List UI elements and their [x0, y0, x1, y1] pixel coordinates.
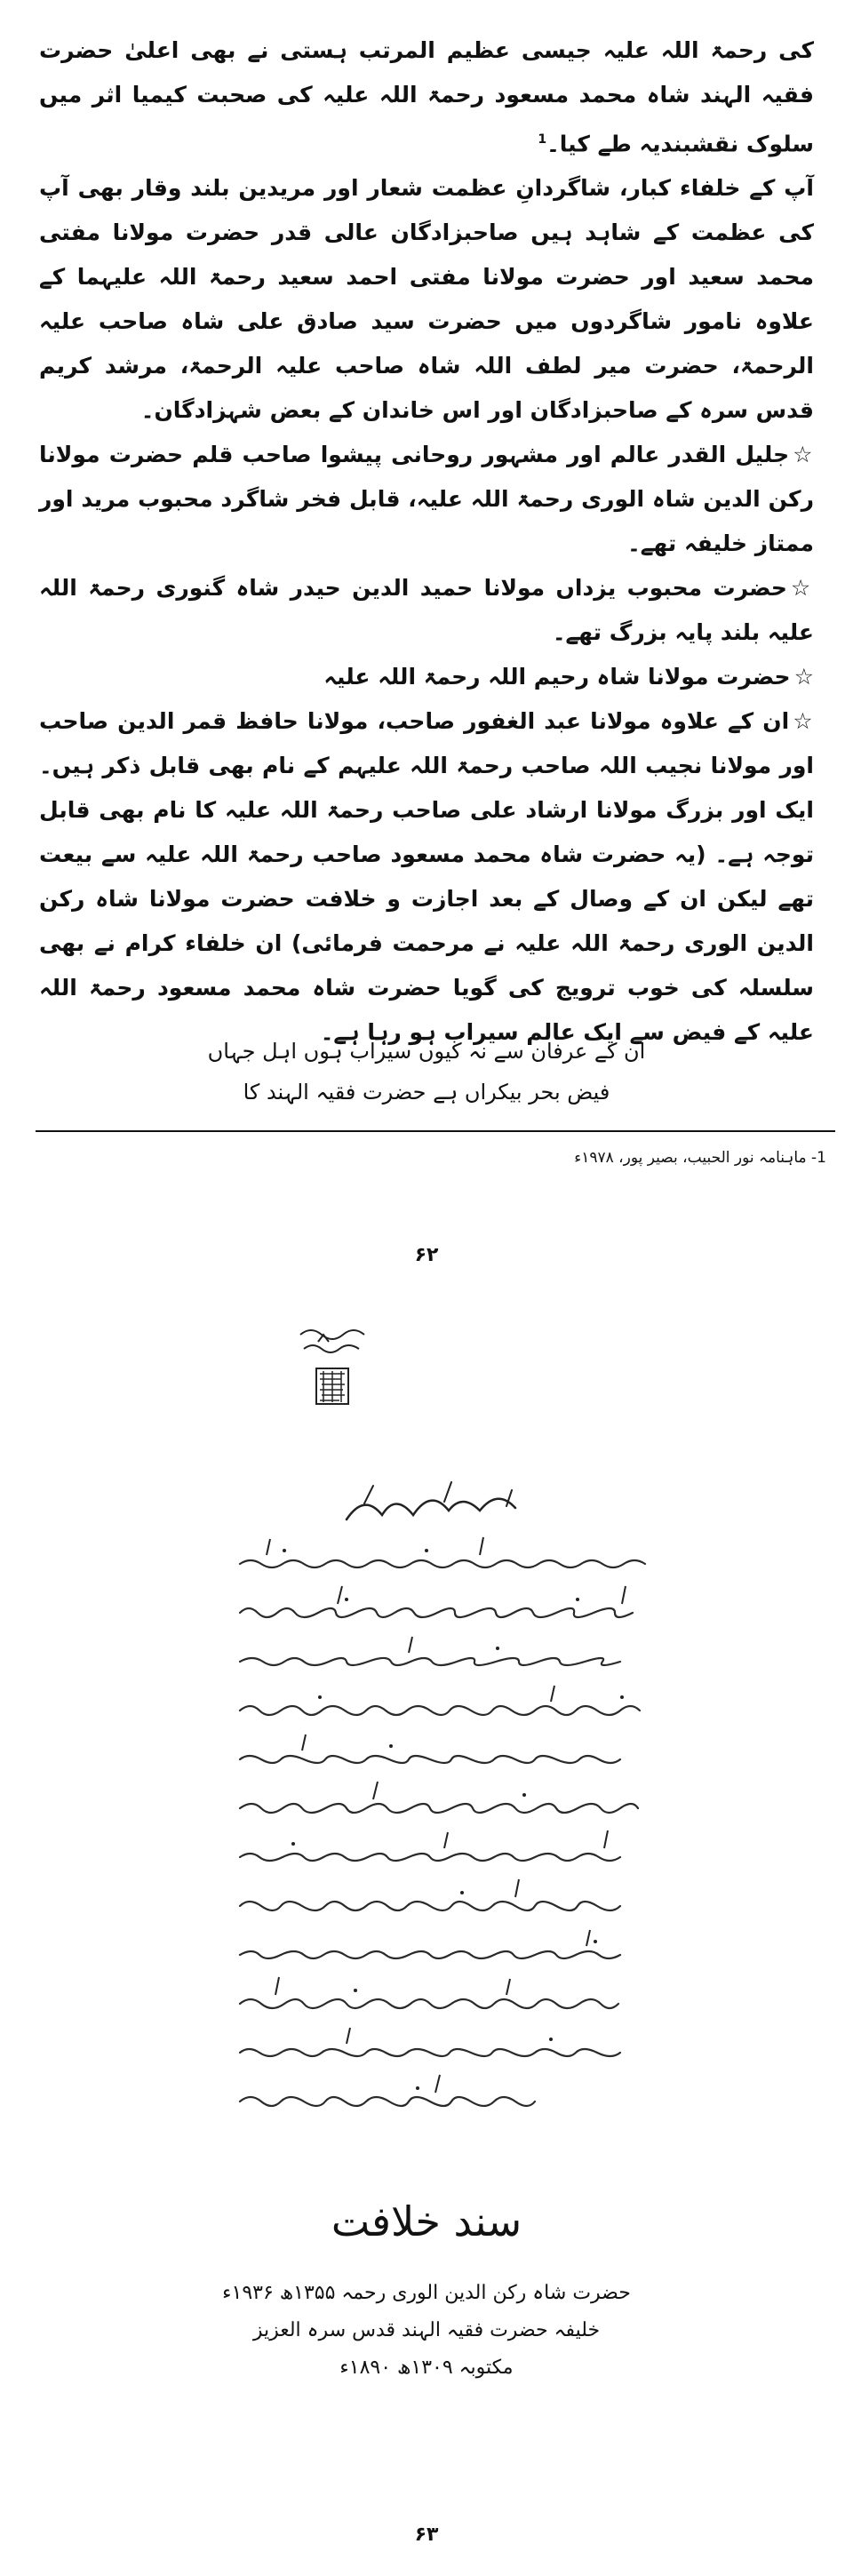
couplet-line-1: ان کے عرفان سے نہ کیوں سیراب ہوں اہل جہاں	[207, 1039, 646, 1064]
handwritten-manuscript	[213, 1457, 675, 2141]
page-number: ۶۲	[414, 1244, 439, 1266]
paragraph-1-text: کی رحمۃ اللہ علیہ جیسی عظیم المرتب ہستی نے بھی اعلیٰ حضرت فقیہ الہند شاہ محمد مسعود رحمۃ اللہ علیہ کی صحبت کیمیا اثر میں سلوک نقشبندیہ طے کیا۔	[39, 37, 814, 157]
poetry-couplet	[204, 1031, 649, 1113]
certificate-line-1: حضرت شاہ رکن الدین الوری رحمہ ۱۳۵۵ھ ۱۹۳۶ء	[222, 2282, 631, 2304]
entry-1	[39, 433, 814, 566]
certificate-title: سند خلافت	[331, 2197, 522, 2245]
star-icon: ☆	[793, 708, 814, 735]
couplet-line-2: فیض بحر بیکراں ہے حضرت فقیہ الہند کا	[243, 1080, 610, 1105]
footnote-divider	[36, 1130, 835, 1132]
paragraph-1	[39, 28, 814, 166]
entry-2	[39, 566, 814, 655]
seal-stamp-icon	[291, 1322, 371, 1420]
entry-1-text: جلیل القدر عالم اور مشہور روحانی پیشوا صاحب قلم حضرت مولانا رکن الدین شاہ الوری رحمۃ اللہ علیہ، قابل فخر شاگرد محبوب مرید اور ممتاز خلیفہ تھے۔	[39, 442, 814, 557]
certificate-line-2: خلیفہ حضرت فقیہ الہند قدس سرہ العزیز	[252, 2319, 601, 2341]
star-icon: ☆	[790, 575, 814, 602]
page-number: ۶۳	[414, 2524, 439, 2546]
entry-2-text: حضرت محبوب یزداں مولانا حمید الدین حیدر شاہ گنوری رحمۃ اللہ علیہ بلند پایہ بزرگ تھے۔	[39, 575, 814, 646]
star-icon: ☆	[793, 664, 814, 690]
entry-3-text: حضرت مولانا شاہ رحیم اللہ رحمۃ اللہ علیہ	[323, 664, 791, 690]
paragraph-2: آپ کے خلفاء کبار، شاگردانِ عظمت شعار اور مریدین بلند وقار بھی آپ کی عظمت کے شاہد ہیں صاحبزادگان عالی قدر حضرت مولانا مفتی محمد سعید اور حضرت مولانا مفتی احمد سعید رحمۃ اللہ علیہما کے علاوہ نامور شاگردوں میں حضرت سید صادق علی شاہ صاحب علیہ الرحمۃ، حضرت میر لطف اللہ شاہ صاحب علیہ الرحمۃ، مرشد کریم قدس سرہ کے صاحبزادگان اور اس خاندان کے بعض شہزادگان۔	[39, 175, 814, 424]
entry-3	[39, 655, 814, 699]
footnote-marker: 1	[538, 132, 547, 147]
certificate-caption	[195, 2275, 658, 2387]
main-text	[39, 28, 814, 1055]
star-icon: ☆	[793, 442, 814, 468]
certificate-line-3: مکتوبہ ۱۳۰۹ھ ۱۸۹۰ء	[339, 2357, 514, 2379]
entry-4-text: ان کے علاوہ مولانا عبد الغفور صاحب، مولانا حافظ قمر الدین صاحب اور مولانا نجیب اللہ صاحب رحمۃ اللہ علیہم کے نام بھی قابل ذکر ہیں۔ ایک اور بزرگ مولانا ارشاد علی صاحب رحمۃ اللہ علیہ کا نام بھی قابل توجہ ہے۔ (یہ حضرت شاہ محمد مسعود صاحب رحمۃ اللہ علیہ سے بیعت تھے لیکن ان کے وصال کے بعد اجازت و خلافت حضرت مولانا شاہ رکن الدین الوری رحمۃ اللہ علیہ نے مرحمت فرمائی) ان خلفاء کرام نے بھی سلسلہ کی خوب ترویج کی گویا حضرت شاہ محمد مسعود رحمۃ اللہ علیہ کے فیض سے ایک عالم سیراب ہو رہا ہے۔	[39, 708, 814, 1046]
footnote: 1- ماہنامہ نور الحبیب، بصیر پور، ۱۹۷۸ء	[574, 1149, 826, 1167]
entry-4	[39, 699, 814, 1055]
